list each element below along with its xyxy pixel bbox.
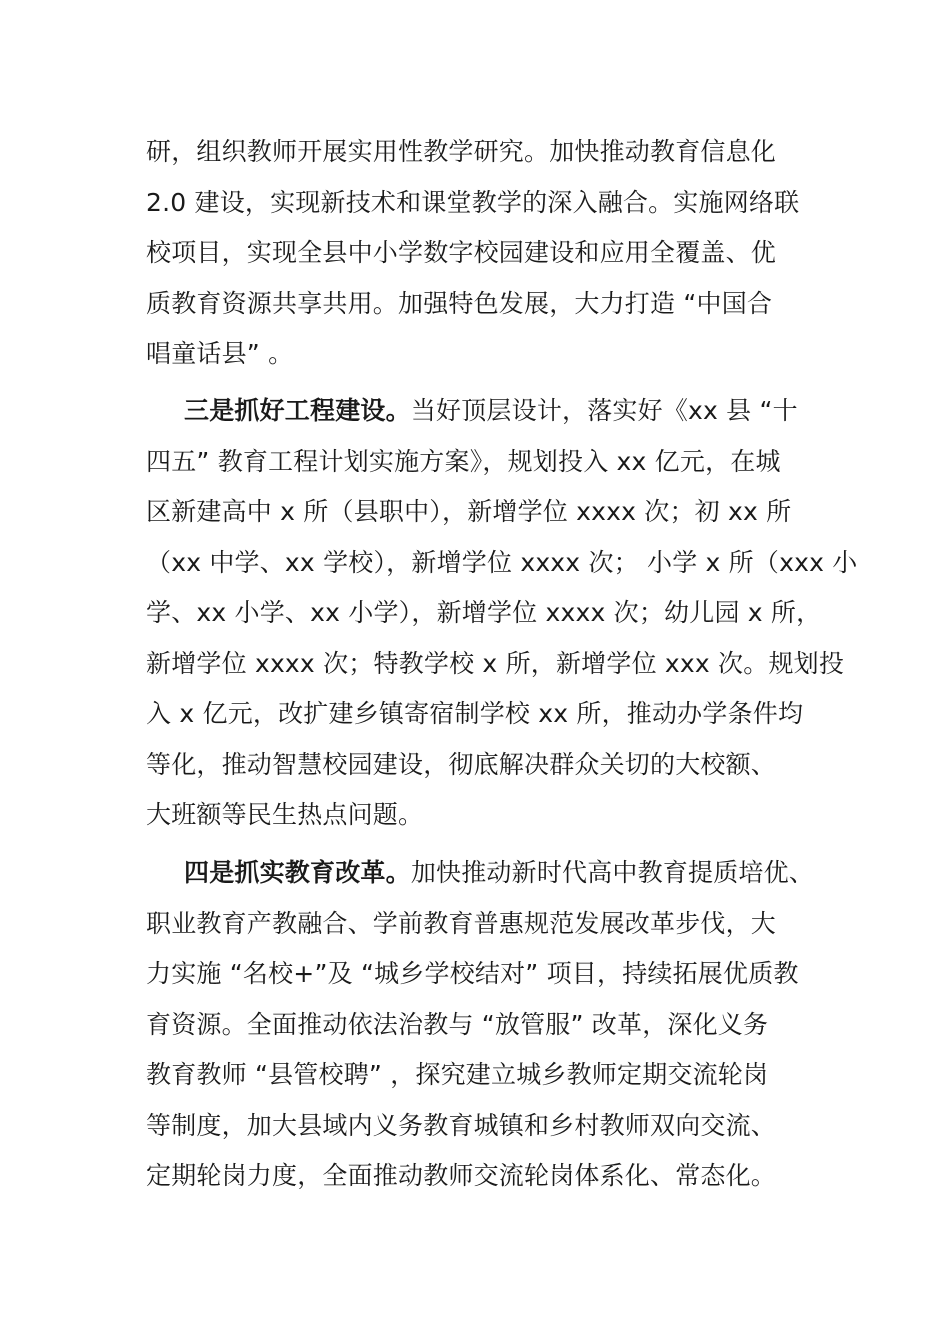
paragraph-line: 2.0 建设，实现新技术和课堂教学的深入融合。实施网络联	[146, 187, 800, 217]
paragraph-lead-heading: 四是抓实教育改革。	[184, 858, 411, 887]
paragraph-1	[146, 127, 816, 380]
paragraph-first-line-text: 加快推动新时代高中教育提质培优、	[410, 858, 815, 887]
paragraph-2	[146, 386, 858, 841]
paragraph-line: 四五” 教育工程计划实施方案》，规划投入 xx 亿元，在城	[146, 446, 781, 476]
paragraph-first-line	[146, 386, 816, 437]
paragraph-line: 等制度，加大县域内义务教育城镇和乡村教师双向交流、	[146, 1110, 777, 1140]
paragraph-line: 唱童话县” 。	[146, 339, 294, 368]
paragraph-line: 教育教师 “县管校聘” ，探究建立城乡教师定期交流轮岗	[146, 1060, 769, 1089]
paragraph-line: 大班额等民生热点问题。	[146, 800, 424, 829]
paragraph-line: 职业教育产教融合、学前教育普惠规范发展改革步伐，大	[146, 908, 777, 938]
paragraph-first-line	[146, 848, 816, 899]
paragraph-line: 新增学位 xxxx 次；特教学校 x 所，新增学位 xxx 次。规划投	[146, 648, 845, 678]
paragraph-line: 力实施 “名校+”及 “城乡学校结对” 项目，持续拓展优质教	[146, 959, 799, 988]
paragraph-line: 学、xx 小学、xx 小学），新增学位 xxxx 次；幼儿园 x 所，	[146, 598, 822, 627]
paragraph-line: 质教育资源共享共用。加强特色发展，大力打造 “中国合	[146, 288, 773, 318]
paragraph-line: 等化，推动智慧校园建设，彻底解决群众关切的大校额、	[146, 749, 777, 779]
paragraph-line: 育资源。全面推动依法治教与 “放管服” 改革，深化义务	[146, 1009, 769, 1039]
paragraph-line: 入 x 亿元，改扩建乡镇寄宿制学校 xx 所，推动办学条件均	[146, 699, 804, 728]
paragraph-line: 区新建高中 x 所（县职中），新增学位 xxxx 次；初 xx 所	[146, 497, 792, 526]
paragraph-line: 研，组织教师开展实用性教学研究。加快推动教育信息化	[146, 137, 777, 166]
paragraph-line: 校项目，实现全县中小学数字校园建设和应用全覆盖、优	[146, 238, 777, 267]
paragraph-lead-heading: 三是抓好工程建设。	[184, 396, 411, 425]
paragraph-line: 定期轮岗力度，全面推动教师交流轮岗体系化、常态化。	[146, 1161, 777, 1190]
paragraph-3	[146, 848, 816, 1202]
paragraph-line: （xx 中学、xx 学校），新增学位 xxxx 次； 小学 x 所（xxx 小	[146, 547, 858, 577]
paragraph-first-line-text: 当好顶层设计，落实好《xx 县 “十	[410, 396, 798, 425]
